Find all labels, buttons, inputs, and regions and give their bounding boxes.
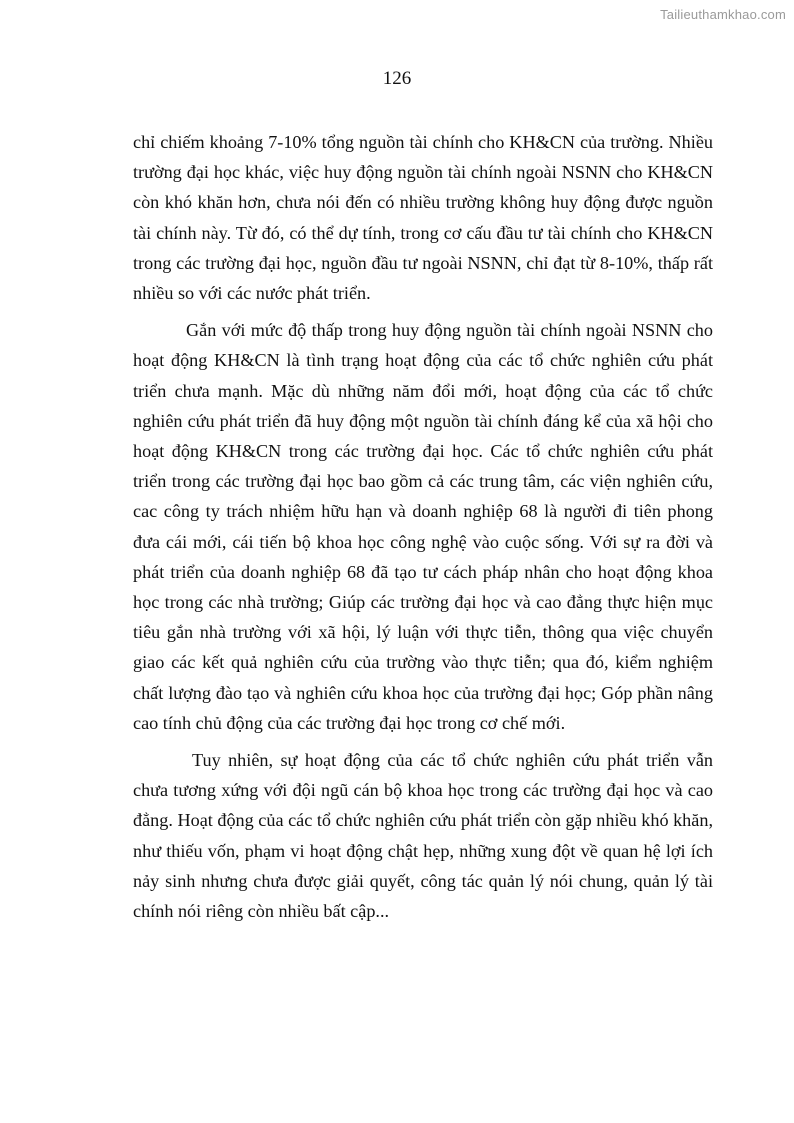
watermark-text: Tailieuthamkhao.com <box>660 7 786 22</box>
paragraph-3: Tuy nhiên, sự hoạt động của các tổ chức nghiên cứu phát triển vẫn chưa tương xứng với đội ngũ cán bộ khoa học trong các trường đại học và cao đẳng. Hoạt động của các tổ chức nghiên cứu phát triển còn gặp nhiều khó khăn, như thiếu vốn, phạm vi hoạt động chật hẹp, những xung đột về quan hệ lợi ích nảy sinh nhưng chưa được giải quyết, công tác quản lý nói chung, quản lý tài chính nói riêng còn nhiều bất cập... <box>133 750 713 922</box>
paragraph-1: chỉ chiếm khoảng 7-10% tổng nguồn tài chính cho KH&CN của trường. Nhiều trường đại học khác, việc huy động nguồn tài chính ngoài NSNN cho KH&CN còn khó khăn hơn, chưa nói đến có nhiều trường không huy động được nguồn tài chính này. Từ đó, có thể dự tính, trong cơ cấu đầu tư tài chính cho KH&CN trong các trường đại học, nguồn đầu tư ngoài NSNN, chỉ đạt từ 8-10%, thấp rất nhiều so với các nước phát triển. <box>133 132 713 304</box>
document-body <box>133 127 713 933</box>
paragraph-2: Gắn với mức độ thấp trong huy động nguồn tài chính ngoài NSNN cho hoạt động KH&CN là tình trạng hoạt động của các tổ chức nghiên cứu phát triển chưa mạnh. Mặc dù những năm đổi mới, hoạt động của các tổ chức nghiên cứu phát triển đã huy động một nguồn tài chính đáng kể của xã hội cho hoạt động KH&CN trong các trường đại học. Các tổ chức nghiên cứu phát triển trong các trường đại học bao gồm cả các trung tâm, các viện nghiên cứu, cac công ty trách nhiệm hữu hạn và doanh nghiệp 68 là người đi tiên phong đưa cái mới, cái tiến bộ khoa học công nghệ vào cuộc sống. Với sự ra đời và phát triển của doanh nghiệp 68 đã tạo tư cách pháp nhân cho hoạt động khoa học trong các nhà trường; Giúp các trường đại học và cao đẳng thực hiện mục tiêu gắn nhà trường với xã hội, lý luận với thực tiễn, thông qua việc chuyển giao các kết quả nghiên cứu của trường vào thực tiễn; qua đó, kiểm nghiệm chất lượng đào tạo và nghiên cứu khoa học của trường đại học; Góp phần nâng cao tính chủ động của các trường đại học trong cơ chế mới. <box>133 320 713 733</box>
page-number: 126 <box>382 68 412 89</box>
